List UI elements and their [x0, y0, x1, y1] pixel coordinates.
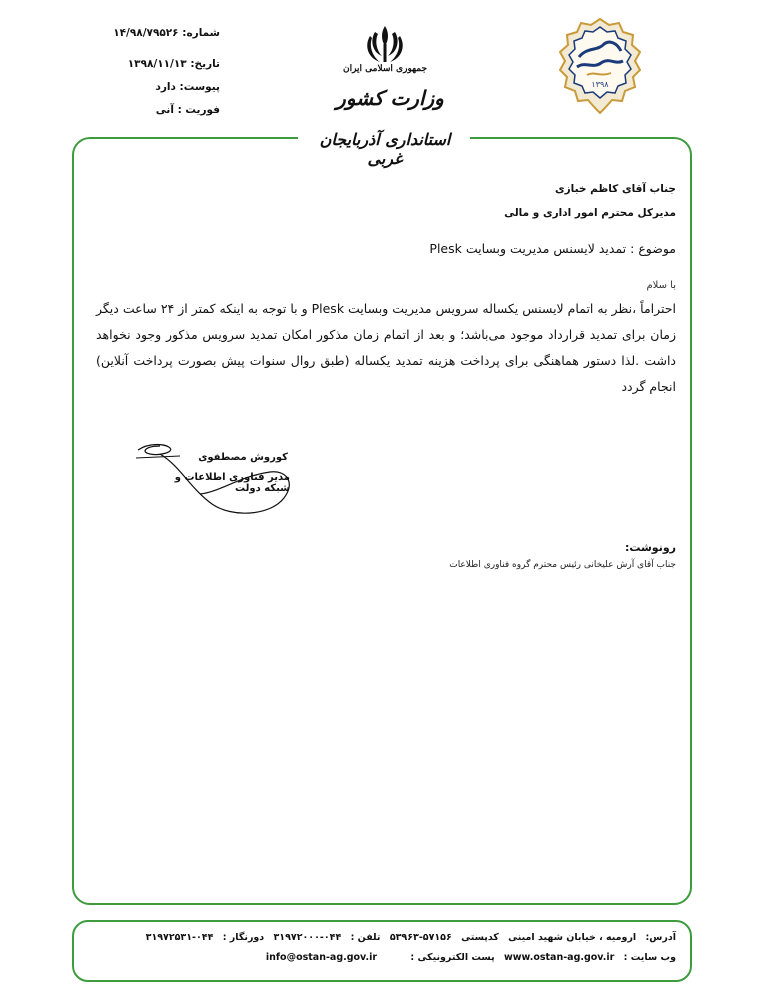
province-heading: استانداری آذربایجان غربی: [319, 130, 451, 168]
footer-frame: [72, 920, 692, 982]
meta-label: شماره:: [182, 27, 220, 39]
meta-label: تاریخ:: [190, 58, 220, 70]
fax-value: ۰۴۴-۳۱۹۷۲۵۳۱: [145, 932, 214, 943]
phone-value: ۰۴۴-۳۱۹۷۲۰۰۰: [273, 932, 342, 943]
footer-address-row: [140, 932, 676, 943]
website-value[interactable]: www.ostan-ag.gov.ir: [503, 952, 615, 963]
meta-label: پیوست:: [179, 81, 220, 93]
ministry-heading: وزارت کشور: [336, 86, 444, 110]
recipient-name: جناب آقای کاظم خبازی: [555, 183, 676, 195]
meta-value: دارد: [155, 81, 176, 93]
meta-value: ۱۳۹۸/۱۱/۱۳: [127, 58, 187, 70]
recipient-title: مدیرکل محترم امور اداری و مالی: [504, 207, 676, 219]
signer-title: مدیر فناوری اطلاعات و شبکه دولت: [174, 472, 290, 494]
meta-value: آنی: [155, 104, 174, 116]
postal-label: کدپستی: [461, 932, 499, 943]
footer-web-row: [260, 952, 676, 963]
website-label: وب سایت :: [623, 952, 676, 963]
email-value[interactable]: info@ostan-ag.gov.ir: [265, 952, 378, 963]
letter-subject: موضوع : تمدید لایسنس مدیریت وبسایت Plesk: [429, 241, 676, 256]
meta-label: فوریت :: [177, 104, 220, 116]
letter-attachment: [95, 80, 220, 94]
postal-value: ۵۷۱۵۶-۵۳۹۶۳: [389, 932, 452, 943]
letter-body: احتراماً ،نظر به اتمام لایسنس یکساله سرویس مدیریت وبسایت Plesk و با توجه به اینکه کمتر از ۲۴ ساعت دیگر زمان برای تمدید قرارداد موجود می‌باشد؛ و بعد از اتمام زمان مذکور امکان تمدید سرویس مذکور وجود نخواهد داشت .لذا دستور هماهنگی برای پرداخت هزینه تمدید یکساله (طبق روال سنوات پیش بصورت پرداخت آنلاین) انجام گردد: [96, 301, 677, 394]
greeting: با سلام: [646, 280, 676, 291]
republic-heading: جمهوری اسلامی ایران: [342, 64, 428, 74]
iran-emblem-icon: [362, 22, 408, 68]
email-label: پست الکترونیکی :: [410, 952, 495, 963]
fax-label: دورنگار :: [222, 932, 265, 943]
signer-name: کوروش مصطفوی: [198, 452, 288, 463]
phone-label: تلفن :: [350, 932, 381, 943]
seal-year: ۱۳۹۸: [591, 80, 609, 89]
meta-value: ۱۴/۹۸/۷۹۵۲۶: [113, 27, 179, 39]
letter-number: [95, 26, 220, 40]
letter-urgency: [95, 103, 220, 117]
letter-date: [95, 57, 220, 71]
cc-label: رونوشت:: [624, 541, 676, 554]
address-label: آدرس:: [645, 932, 676, 943]
address-value: ارومیه ، خیابان شهید امینی: [508, 932, 637, 943]
year-slogan-seal-icon: [557, 17, 643, 115]
cc-recipient: جناب آقای آرش علیخانی رئیس محترم گروه فناوری اطلاعات: [449, 560, 676, 570]
